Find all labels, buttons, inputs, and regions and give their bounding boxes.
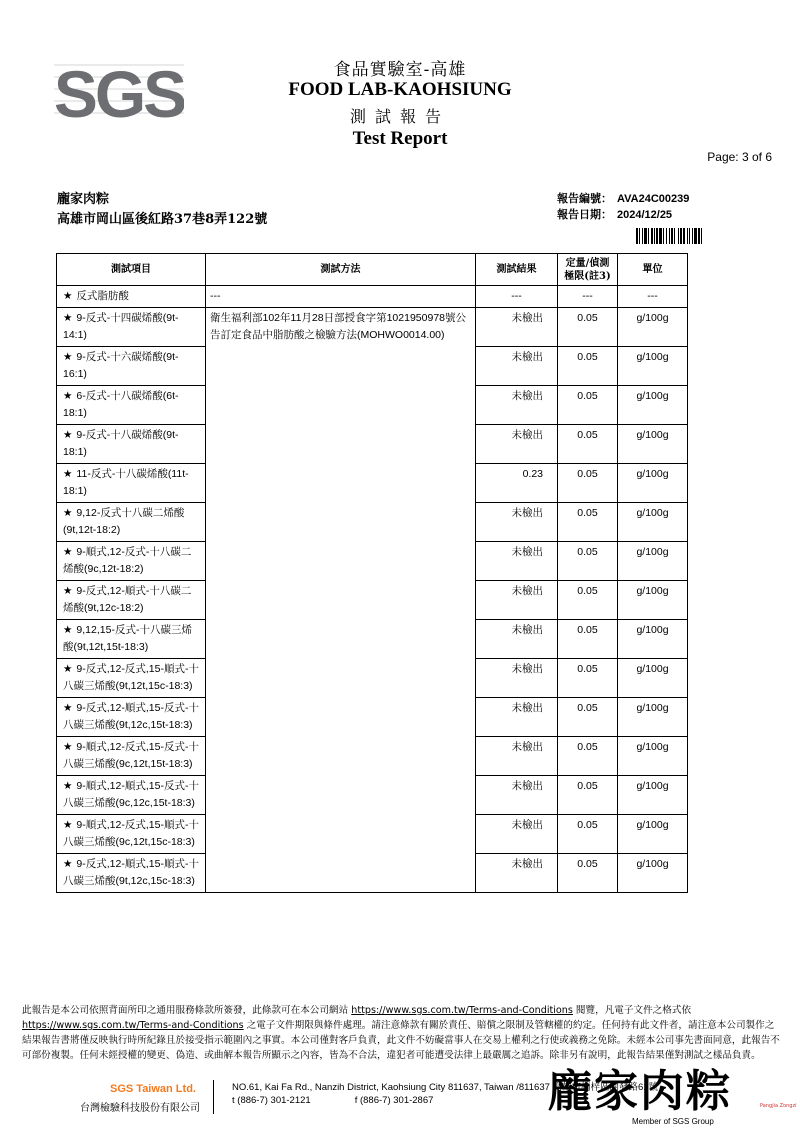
star-icon: ★ [63, 858, 73, 870]
cell-item [57, 698, 206, 737]
star-icon: ★ [63, 585, 73, 597]
cell-result: 未檢出 [476, 620, 558, 659]
disclaimer-text-2: 閱覽，凡電子文件之格式依 [572, 1005, 692, 1016]
cell-unit: g/100g [618, 815, 688, 854]
cell-limit: 0.05 [558, 425, 618, 464]
table-row [57, 737, 688, 776]
report-title-en: Test Report [352, 128, 448, 149]
disclaimer-text-1: 此報告是本公司依照背面所印之通用服務條款所簽發，此條款可在本公司網站 [22, 1005, 352, 1016]
barcode-bar [678, 228, 679, 244]
cell-method [206, 581, 476, 620]
star-icon: ★ [63, 312, 73, 324]
cell-item [57, 737, 206, 776]
svg-text:SGS: SGS [54, 57, 184, 127]
cell-limit: 0.05 [558, 698, 618, 737]
cell-result: 未檢出 [476, 737, 558, 776]
cell-limit: 0.05 [558, 659, 618, 698]
barcode-bar [669, 228, 670, 244]
item-name: 9-反式,12-反式,15-順式-十八碳三烯酸(9t,12t,15c-18:3) [63, 663, 199, 692]
member-of-sgs: Member of SGS Group [632, 1117, 714, 1126]
item-name: 9-反式,12-順式-十八碳二烯酸(9t,12c-18:2) [63, 585, 192, 614]
cell-method [206, 737, 476, 776]
barcode-bar [648, 228, 649, 244]
disclaimer-text-3: 之電子文件期限與條件處理。請注意條款有關於責任、賠償之限制及管轄權的約定。任何持有此文件者，請注意本公司製作之結果報告書將僅反映執行時所紀錄且於接受指示範圍內之事實。本公司僅對客戶負責，此文件不妨礙當事人在交易上權利之行使或義務之免除。未經本公司事先書面同意，此報告不可部份複製。任何未經授權的變更、偽造、或曲解本報告所顯示之內容，皆為不合法，違犯者可能遭受法律上最嚴厲之追訴。除非另有說明，此報告結果僅對測試之樣品負責。 [22, 1020, 780, 1061]
star-icon: ★ [63, 663, 73, 675]
barcode-bar [674, 228, 675, 244]
sgs-logo [54, 55, 184, 127]
cell-limit: 0.05 [558, 620, 618, 659]
cell-unit: g/100g [618, 854, 688, 893]
table-row [57, 503, 688, 542]
cell-limit: --- [558, 286, 618, 308]
cell-unit: g/100g [618, 386, 688, 425]
item-name: 11-反式-十八碳烯酸(11t-18:1) [63, 468, 189, 497]
table-row [57, 286, 688, 308]
barcode-bar [666, 228, 667, 244]
cell-unit: g/100g [618, 698, 688, 737]
table-row [57, 425, 688, 464]
barcode-bar [636, 228, 638, 244]
report-title-zh: 測試報告 [349, 107, 450, 126]
cell-result: 未檢出 [476, 542, 558, 581]
cell-method [206, 815, 476, 854]
table-row [57, 347, 688, 386]
lab-name-en: FOOD LAB-KAOHSIUNG [288, 79, 512, 100]
company-name-zh: 台灣檢驗科技股份有限公司 [80, 1103, 200, 1114]
cell-method: 衛生福利部102年11月28日部授食字第1021950978號公告訂定食品中脂肪酸之檢驗方法(MOHWO0014.00) [206, 308, 476, 347]
cell-item [57, 815, 206, 854]
barcode-bar [687, 228, 688, 244]
cell-result: 未檢出 [476, 347, 558, 386]
barcode-bar [671, 228, 673, 244]
results-table [56, 253, 688, 893]
cell-unit: g/100g [618, 581, 688, 620]
cell-item [57, 425, 206, 464]
cell-unit: g/100g [618, 464, 688, 503]
cell-item [57, 464, 206, 503]
table-row [57, 581, 688, 620]
cell-unit: g/100g [618, 659, 688, 698]
cell-item [57, 776, 206, 815]
item-name: 9,12,15-反式-十八碳三烯酸(9t,12t,15t-18:3) [63, 624, 192, 653]
cell-item [57, 286, 206, 308]
cell-result: 未檢出 [476, 854, 558, 893]
cell-result: 未檢出 [476, 659, 558, 698]
barcode-bar [642, 228, 643, 244]
table-row [57, 815, 688, 854]
footer-divider [213, 1080, 214, 1114]
cell-item [57, 620, 206, 659]
cell-unit: --- [618, 286, 688, 308]
cell-method [206, 386, 476, 425]
cell-result: 未檢出 [476, 698, 558, 737]
item-name: 6-反式-十八碳烯酸(6t-18:1) [63, 390, 179, 419]
barcode-bar [701, 228, 702, 244]
star-icon: ★ [63, 507, 73, 519]
barcode-bar [656, 228, 658, 244]
barcode-bar [659, 228, 662, 244]
item-name: 9-反式,12-順式,15-順式-十八碳三烯酸(9t,12c,15c-18:3) [63, 858, 199, 887]
calligraphy-signature: 龐家肉粽 [548, 1066, 732, 1117]
cell-result: 未檢出 [476, 776, 558, 815]
star-icon: ★ [63, 819, 73, 831]
star-icon: ★ [63, 741, 73, 753]
cell-method [206, 347, 476, 386]
client-address: 高雄市岡山區後紅路37巷8弄122號 [57, 212, 268, 227]
star-icon: ★ [63, 429, 73, 441]
cell-limit: 0.05 [558, 854, 618, 893]
company-name-en: SGS Taiwan Ltd. [110, 1083, 196, 1095]
red-seal: Pangjia Zongzi [760, 1103, 797, 1109]
cell-method [206, 542, 476, 581]
barcode-bar [689, 228, 690, 244]
address-line: NO.61, Kai Fa Rd., Nanzih District, Kaohsiung City 811637, Taiwan /811637 高雄市楠梓區開發路61號 [232, 1082, 659, 1093]
table-row [57, 308, 688, 347]
cell-limit: 0.05 [558, 737, 618, 776]
disclaimer [22, 1003, 782, 1063]
star-icon: ★ [63, 290, 73, 302]
cell-limit: 0.05 [558, 581, 618, 620]
cell-limit: 0.05 [558, 347, 618, 386]
cell-result: 未檢出 [476, 503, 558, 542]
star-icon: ★ [63, 546, 73, 558]
star-icon: ★ [63, 624, 73, 636]
lab-name-zh: 食品實驗室-高雄 [333, 60, 467, 80]
cell-unit: g/100g [618, 347, 688, 386]
cell-method [206, 854, 476, 893]
item-name: 9-反式,12-順式,15-反式-十八碳三烯酸(9t,12c,15t-18:3) [63, 702, 199, 731]
cell-limit: 0.05 [558, 542, 618, 581]
client-name: 龐家肉粽 [57, 192, 110, 207]
cell-unit: g/100g [618, 620, 688, 659]
item-name: 9-順式,12-反式,15-順式-十八碳三烯酸(9c,12t,15c-18:3) [63, 819, 199, 848]
cell-unit: g/100g [618, 308, 688, 347]
cell-unit: g/100g [618, 776, 688, 815]
fax: f (886-7) 301-2867 [354, 1095, 434, 1106]
table-row [57, 620, 688, 659]
barcode-bar [683, 228, 685, 244]
cell-unit: g/100g [618, 737, 688, 776]
table-row [57, 464, 688, 503]
item-name: 9-順式,12-順式,15-反式-十八碳三烯酸(9c,12c,15t-18:3) [63, 780, 199, 809]
barcode [636, 228, 742, 244]
table-row [57, 542, 688, 581]
cell-limit: 0.05 [558, 815, 618, 854]
barcode-bar [639, 228, 640, 244]
cell-method [206, 776, 476, 815]
star-icon: ★ [63, 702, 73, 714]
cell-unit: g/100g [618, 425, 688, 464]
table-row [57, 854, 688, 893]
cell-item [57, 542, 206, 581]
cell-result: 未檢出 [476, 425, 558, 464]
star-icon: ★ [63, 468, 73, 480]
report-date-value: 2024/12/25 [617, 209, 673, 221]
table-header-row [57, 254, 688, 286]
star-icon: ★ [63, 351, 73, 363]
cell-method: --- [206, 286, 476, 308]
cell-item [57, 386, 206, 425]
header-item: 測試項目 [57, 254, 206, 286]
table-row [57, 386, 688, 425]
cell-item [57, 854, 206, 893]
item-name: 9-順式,12-反式,15-反式-十八碳三烯酸(9c,12t,15t-18:3) [63, 741, 199, 770]
header-method: 測試方法 [206, 254, 476, 286]
cell-result: 未檢出 [476, 815, 558, 854]
cell-item [57, 347, 206, 386]
cell-unit: g/100g [618, 542, 688, 581]
barcode-bar [651, 228, 653, 244]
cell-limit: 0.05 [558, 776, 618, 815]
report-no-value: AVA24C00239 [617, 193, 690, 205]
table-row [57, 776, 688, 815]
cell-limit: 0.05 [558, 386, 618, 425]
barcode-bar [694, 228, 697, 244]
star-icon: ★ [63, 390, 73, 402]
cell-unit: g/100g [618, 503, 688, 542]
cell-item [57, 659, 206, 698]
cell-item [57, 503, 206, 542]
header-result: 測試結果 [476, 254, 558, 286]
item-name: 9,12-反式十八碳二烯酸(9t,12t-18:2) [63, 507, 185, 536]
header-limit-line2: 極限(註3) [564, 270, 611, 282]
item-name: 反式脂肪酸 [76, 290, 129, 302]
cell-result: 0.23 [476, 464, 558, 503]
cell-result: 未檢出 [476, 386, 558, 425]
cell-method [206, 503, 476, 542]
report-meta [557, 191, 689, 223]
client-block [57, 190, 267, 230]
barcode-bar [698, 228, 700, 244]
header-limit [558, 254, 618, 286]
cell-method [206, 620, 476, 659]
item-name: 9-反式-十四碳烯酸(9t-14:1) [63, 312, 179, 341]
cell-result: 未檢出 [476, 308, 558, 347]
item-name: 9-順式,12-反式-十八碳二烯酸(9c,12t-18:2) [63, 546, 192, 575]
cell-method [206, 464, 476, 503]
item-name: 9-反式-十六碳烯酸(9t-16:1) [63, 351, 179, 380]
phone: t (886-7) 301-2121 [232, 1095, 311, 1106]
table-row [57, 659, 688, 698]
cell-method [206, 659, 476, 698]
barcode-bar [663, 228, 664, 244]
report-no-label: 報告編號： [557, 192, 612, 205]
barcode-bar [692, 228, 693, 244]
cell-limit: 0.05 [558, 503, 618, 542]
cell-result: --- [476, 286, 558, 308]
star-icon: ★ [63, 780, 73, 792]
terms-link-2[interactable]: https://www.sgs.com.tw/Terms-and-Conditions [22, 1020, 244, 1031]
cell-method [206, 425, 476, 464]
item-name: 9-反式-十八碳烯酸(9t-18:1) [63, 429, 179, 458]
cell-item [57, 581, 206, 620]
barcode-bar [680, 228, 682, 244]
report-date-label: 報告日期： [557, 208, 612, 221]
header-unit: 單位 [618, 254, 688, 286]
cell-result: 未檢出 [476, 581, 558, 620]
cell-item [57, 308, 206, 347]
cell-limit: 0.05 [558, 464, 618, 503]
cell-limit: 0.05 [558, 308, 618, 347]
barcode-bar [654, 228, 655, 244]
cell-method [206, 698, 476, 737]
barcode-bar [644, 228, 647, 244]
table-row [57, 698, 688, 737]
header-limit-line1: 定量/偵測 [565, 257, 610, 269]
page-number: Page: 3 of 6 [707, 150, 772, 164]
terms-link-1[interactable]: https://www.sgs.com.tw/Terms-and-Conditions [351, 1005, 573, 1016]
